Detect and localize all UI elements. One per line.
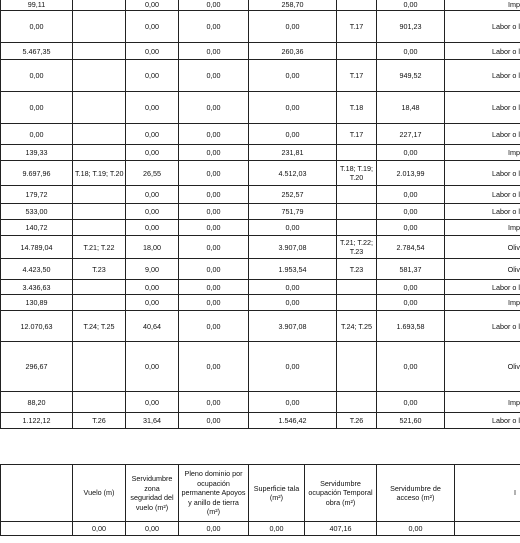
table-cell: 296,67 <box>1 342 73 392</box>
table-cell: 0,00 <box>249 220 337 236</box>
table-row <box>1 259 520 280</box>
cell <box>1 522 73 536</box>
table-cell: 521,60 <box>377 413 445 429</box>
table-cell: 1.546,42 <box>249 413 337 429</box>
table-cell: 0,00 <box>377 145 445 161</box>
table-cell: 0,00 <box>126 342 179 392</box>
table-cell: 26,55 <box>126 161 179 186</box>
land-use-cell: Labor o l <box>445 161 520 186</box>
table-cell <box>337 342 377 392</box>
table-cell: 0,00 <box>249 392 337 413</box>
table-row <box>1 145 520 161</box>
table-cell: 0,00 <box>179 124 249 145</box>
table-cell: T.17 <box>337 124 377 145</box>
land-use-cell: Labor o l <box>445 280 520 295</box>
header-servidumbre-vuelo: Servidumbre zona seguridad del vuelo (m²) <box>126 465 179 522</box>
table-cell: 4.512,03 <box>249 161 337 186</box>
table-cell: 18,00 <box>126 236 179 259</box>
table-row <box>1 392 520 413</box>
table-cell <box>73 220 126 236</box>
table-cell: 0,00 <box>377 342 445 392</box>
easement-header-row <box>1 465 520 522</box>
table-cell: 5.467,35 <box>1 43 73 60</box>
table-cell: T.23 <box>337 259 377 280</box>
table-cell: 0,00 <box>377 295 445 311</box>
table-cell: 0,00 <box>1 11 73 43</box>
table-cell: 130,89 <box>1 295 73 311</box>
table-cell: 0,00 <box>179 145 249 161</box>
table-cell: 0,00 <box>179 11 249 43</box>
table-cell: 1.953,54 <box>249 259 337 280</box>
table-cell: 0,00 <box>249 11 337 43</box>
table-cell <box>337 186 377 204</box>
table-cell <box>337 145 377 161</box>
table-cell: 9,00 <box>126 259 179 280</box>
table-cell <box>337 392 377 413</box>
land-use-cell: Labor o l <box>445 204 520 220</box>
table-cell: 0,00 <box>377 280 445 295</box>
table-cell: 2.013,99 <box>377 161 445 186</box>
table-cell: 0,00 <box>179 43 249 60</box>
table-cell <box>337 280 377 295</box>
table-cell <box>73 0 126 11</box>
table-row <box>1 60 520 92</box>
cell: 407,16 <box>305 522 377 536</box>
table-cell <box>337 295 377 311</box>
table-cell: T.17 <box>337 11 377 43</box>
table-cell <box>337 43 377 60</box>
table-cell: 0,00 <box>126 186 179 204</box>
table-cell: 179,72 <box>1 186 73 204</box>
cell: 0,00 <box>73 522 126 536</box>
table-cell: 0,00 <box>1 60 73 92</box>
land-use-cell: Oliv <box>445 259 520 280</box>
table-cell: 88,20 <box>1 392 73 413</box>
easement-data-row <box>1 522 520 536</box>
table-cell: T.26 <box>73 413 126 429</box>
table-cell: T.26 <box>337 413 377 429</box>
table-cell: 4.423,50 <box>1 259 73 280</box>
table-cell: 40,64 <box>126 311 179 342</box>
table-cell: 0,00 <box>377 43 445 60</box>
table-cell: 0,00 <box>249 92 337 124</box>
table-cell: 0,00 <box>179 0 249 11</box>
cell: 0,00 <box>179 522 249 536</box>
table-row <box>1 161 520 186</box>
table-row <box>1 124 520 145</box>
table-cell: 0,00 <box>126 220 179 236</box>
land-use-cell: Labor o l <box>445 124 520 145</box>
table-cell: 12.070,63 <box>1 311 73 342</box>
table-cell: 260,36 <box>249 43 337 60</box>
table-row <box>1 0 520 11</box>
table-cell: 0,00 <box>377 186 445 204</box>
table-cell: 0,00 <box>179 204 249 220</box>
land-use-cell: Labor o l <box>445 92 520 124</box>
table-cell: 14.789,04 <box>1 236 73 259</box>
table-cell: 140,72 <box>1 220 73 236</box>
table-cell: 0,00 <box>179 413 249 429</box>
table-row <box>1 280 520 295</box>
land-use-cell: Labor o l <box>445 11 520 43</box>
table-cell: 0,00 <box>126 145 179 161</box>
table-cell <box>73 342 126 392</box>
table-cell: 139,33 <box>1 145 73 161</box>
land-use-cell: Imp <box>445 392 520 413</box>
header-vuelo: Vuelo (m) <box>73 465 126 522</box>
table-row <box>1 11 520 43</box>
table-cell: 0,00 <box>126 295 179 311</box>
table-cell: 0,00 <box>179 342 249 392</box>
table-cell <box>73 124 126 145</box>
table-cell: 901,23 <box>377 11 445 43</box>
table-cell: 0,00 <box>126 392 179 413</box>
land-use-cell: Labor o l <box>445 186 520 204</box>
parcel-table-body <box>1 0 520 429</box>
table-cell: 0,00 <box>179 295 249 311</box>
table-cell <box>73 60 126 92</box>
table-cell: 0,00 <box>126 124 179 145</box>
header-servidumbre-acceso: Servidumbre de acceso (m²) <box>377 465 455 522</box>
table-cell: 0,00 <box>249 342 337 392</box>
table-row <box>1 186 520 204</box>
table-cell: 0,00 <box>179 259 249 280</box>
table-cell <box>73 11 126 43</box>
table-cell: 0,00 <box>179 161 249 186</box>
table-cell: 0,00 <box>249 280 337 295</box>
land-use-cell: Labor o l <box>445 43 520 60</box>
table-cell: 0,00 <box>126 11 179 43</box>
table-cell <box>337 0 377 11</box>
table-cell: 3.907,08 <box>249 236 337 259</box>
easement-summary-table <box>0 464 520 536</box>
table-cell: 0,00 <box>126 60 179 92</box>
table-cell: 0,00 <box>377 0 445 11</box>
table-cell: 0,00 <box>249 124 337 145</box>
land-use-cell: Labor o l <box>445 413 520 429</box>
table-cell <box>73 145 126 161</box>
header-empty <box>1 465 73 522</box>
table-cell: 3.907,08 <box>249 311 337 342</box>
table-cell: 0,00 <box>249 60 337 92</box>
table-cell: 0,00 <box>179 220 249 236</box>
table-cell: T.23 <box>73 259 126 280</box>
table-row <box>1 92 520 124</box>
land-use-cell: Imp <box>445 295 520 311</box>
land-use-cell: Labor o l <box>445 60 520 92</box>
table-row <box>1 220 520 236</box>
table-cell <box>73 392 126 413</box>
table-cell: 227,17 <box>377 124 445 145</box>
table-cell: 0,00 <box>249 295 337 311</box>
table-row <box>1 342 520 392</box>
table-cell: 0,00 <box>126 43 179 60</box>
table-cell: 0,00 <box>377 204 445 220</box>
table-cell: 0,00 <box>179 186 249 204</box>
table-cell: 0,00 <box>179 60 249 92</box>
table-cell: T.21; T.22; T.23 <box>337 236 377 259</box>
header-servidumbre-temporal: Servidumbre ocupación Temporal obra (m²) <box>305 465 377 522</box>
land-use-cell: Imp <box>445 145 520 161</box>
table-row <box>1 311 520 342</box>
table-cell: 751,79 <box>249 204 337 220</box>
table-cell: 231,81 <box>249 145 337 161</box>
table-cell: T.21; T.22 <box>73 236 126 259</box>
cell <box>455 522 520 536</box>
table-cell: T.18; T.19; T.20 <box>337 161 377 186</box>
table-cell <box>73 43 126 60</box>
table-cell <box>337 204 377 220</box>
table-cell <box>73 295 126 311</box>
header-cut-off: I <box>455 465 520 522</box>
table-cell: 0,00 <box>1 124 73 145</box>
table-cell: T.18; T.19; T.20 <box>73 161 126 186</box>
table-cell: 2.784,54 <box>377 236 445 259</box>
table-cell: 0,00 <box>179 280 249 295</box>
land-use-cell: Imp <box>445 0 520 11</box>
table-cell <box>73 204 126 220</box>
table-cell: 1.693,58 <box>377 311 445 342</box>
cell: 0,00 <box>249 522 305 536</box>
header-superficie-tala: Superficie tala (m²) <box>249 465 305 522</box>
table-cell: 3.436,63 <box>1 280 73 295</box>
table-cell: 18,48 <box>377 92 445 124</box>
table-cell: 0,00 <box>126 92 179 124</box>
table-cell: 9.697,96 <box>1 161 73 186</box>
table-cell: 0,00 <box>1 92 73 124</box>
table-cell: T.24; T.25 <box>73 311 126 342</box>
table-cell: 258,70 <box>249 0 337 11</box>
table-cell <box>73 186 126 204</box>
table-cell: 581,37 <box>377 259 445 280</box>
table-cell: T.24; T.25 <box>337 311 377 342</box>
table-cell: 0,00 <box>179 92 249 124</box>
cell: 0,00 <box>377 522 455 536</box>
table-cell: 0,00 <box>126 0 179 11</box>
table-cell: 0,00 <box>377 220 445 236</box>
table-cell: 252,57 <box>249 186 337 204</box>
table-cell: 0,00 <box>179 236 249 259</box>
cell: 0,00 <box>126 522 179 536</box>
table-cell: 31,64 <box>126 413 179 429</box>
table-cell: 0,00 <box>126 280 179 295</box>
land-use-cell: Oliv <box>445 342 520 392</box>
table-cell <box>73 280 126 295</box>
table-cell <box>73 92 126 124</box>
table-cell: 0,00 <box>179 392 249 413</box>
header-pleno-dominio: Pleno dominio por ocupación permanente Apoyos y anillo de tierra (m²) <box>179 465 249 522</box>
table-row <box>1 43 520 60</box>
table-cell <box>337 220 377 236</box>
land-use-cell: Oliv <box>445 236 520 259</box>
table-row <box>1 204 520 220</box>
table-cell: 949,52 <box>377 60 445 92</box>
table-row <box>1 236 520 259</box>
land-use-cell: Imp <box>445 220 520 236</box>
table-cell: 0,00 <box>377 392 445 413</box>
table-cell: T.17 <box>337 60 377 92</box>
table-row <box>1 413 520 429</box>
table-cell: T.18 <box>337 92 377 124</box>
table-cell: 0,00 <box>179 311 249 342</box>
table-cell: 533,00 <box>1 204 73 220</box>
table-cell: 1.122,12 <box>1 413 73 429</box>
table-cell: 0,00 <box>126 204 179 220</box>
land-use-cell: Labor o l <box>445 311 520 342</box>
table-row <box>1 295 520 311</box>
table-cell: 99,11 <box>1 0 73 11</box>
